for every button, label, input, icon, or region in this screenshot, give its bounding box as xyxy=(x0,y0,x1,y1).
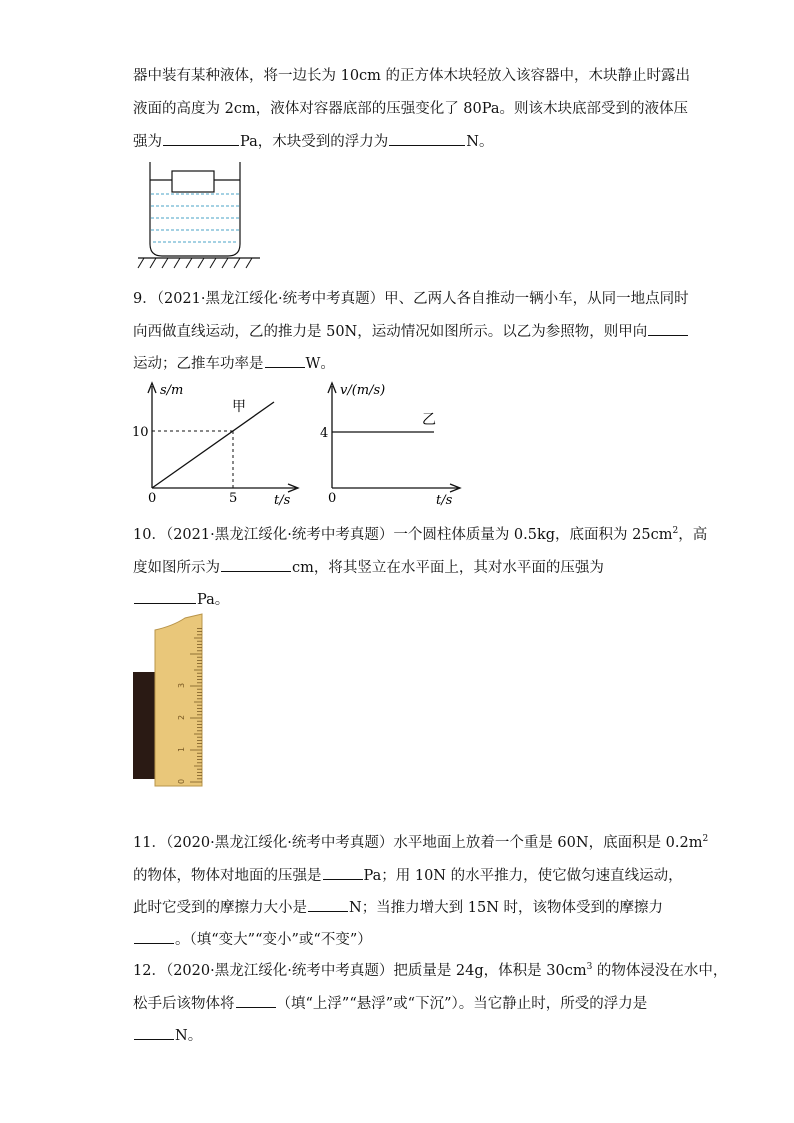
q12-blank-2[interactable] xyxy=(134,1025,174,1040)
ruler-figure xyxy=(133,612,213,788)
q11-line3 xyxy=(133,897,663,918)
st-curve-label: 甲 xyxy=(232,399,246,415)
q9-blank-2[interactable] xyxy=(265,353,305,368)
q10-text-a: 10．（2021·黑龙江绥化·统考中考真题）一个圆柱体质量为 0.5kg，底面积为 25cm xyxy=(133,527,673,543)
q8-line2: 液面的高度为 2cm，液体对容器底部的压强变化了 80Pa。则该木块底部受到的液体压 xyxy=(133,101,689,117)
wood-block xyxy=(172,171,214,192)
q8-blank-1[interactable] xyxy=(163,131,239,146)
q9-text-a: 向西做直线运动，乙的推力是 50N，运动情况如图所示。以乙为参照物，则甲向 xyxy=(133,324,648,340)
st-origin: 0 xyxy=(148,491,157,506)
q10-blank-1[interactable] xyxy=(221,557,291,572)
st-y-axis-label: s/m xyxy=(160,383,184,398)
q11-text-d: 此时它受到的摩擦力大小是 xyxy=(133,900,307,916)
vt-curve-label: 乙 xyxy=(422,412,436,428)
q8-text-a: 强为 xyxy=(133,134,162,150)
q9-line1: 9．（2021·黑龙江绥化·统考中考真题）甲、乙两人各自推动一辆小车，从同一地点同时 xyxy=(133,291,689,307)
q12-text-e: N。 xyxy=(175,1028,203,1044)
q8-blank-2[interactable] xyxy=(389,131,465,146)
container-figure xyxy=(134,158,264,273)
vt-origin: 0 xyxy=(328,491,337,506)
q11-text-f: 。（填“变大”“变小”或“不变”） xyxy=(175,932,372,948)
ruler-label-3: 3 xyxy=(177,682,186,688)
q8-line3 xyxy=(133,131,493,152)
q11-text-c: Pa；用 10N 的水平推力，使它做匀速直线运动， xyxy=(363,868,683,884)
q12-text-a: 12．（2020·黑龙江绥化·统考中考真题）把质量是 24g，体积是 30cm xyxy=(133,963,587,979)
q9-line3 xyxy=(133,353,335,374)
q10-text-b: ，高 xyxy=(678,527,708,543)
q11-text-e: N；当推力增大到 15N 时，该物体受到的摩擦力 xyxy=(349,900,664,916)
vt-y-axis-label: v/(m/s) xyxy=(340,383,386,398)
ruler xyxy=(155,614,202,786)
q10-line1 xyxy=(133,525,707,545)
q10-text-d: cm，将其竖立在水平面上，其对水平面的压强为 xyxy=(292,560,604,576)
q9-line2 xyxy=(133,321,689,342)
q12-text-c: 松手后该物体将 xyxy=(133,996,235,1012)
q9-text-c: W。 xyxy=(305,356,335,372)
q12-line3 xyxy=(133,1025,202,1046)
q10-sup: 2 xyxy=(672,526,679,537)
vt-x-axis-label: t/s xyxy=(436,493,453,508)
st-y-tick: 10 xyxy=(132,425,149,440)
ruler-label-0: 0 xyxy=(177,778,186,784)
q11-line2 xyxy=(133,865,683,886)
q12-text-b: 的物体浸没在水中， xyxy=(592,963,728,979)
q9-text-b: 运动；乙推车功率是 xyxy=(133,356,264,372)
q10-text-e: Pa。 xyxy=(197,592,230,608)
st-graph xyxy=(132,378,306,508)
q11-line1 xyxy=(133,833,708,853)
q11-line4 xyxy=(133,929,372,950)
st-x-tick: 5 xyxy=(229,491,238,506)
q12-line2 xyxy=(133,993,647,1014)
vt-graph xyxy=(318,378,468,506)
q10-line3 xyxy=(133,589,229,610)
ruler-label-1: 1 xyxy=(177,746,186,752)
vt-y-tick: 4 xyxy=(320,426,329,441)
q11-text-b: 的物体，物体对地面的压强是 xyxy=(133,868,322,884)
q12-line1 xyxy=(133,961,727,981)
q9-blank-1[interactable] xyxy=(648,321,688,336)
q10-text-c: 度如图所示为 xyxy=(133,560,220,576)
line-jia xyxy=(152,402,274,488)
q8-line1: 器中装有某种液体，将一边长为 10cm 的正方体木块轻放入该容器中，木块静止时露出 xyxy=(133,68,691,84)
q10-line2 xyxy=(133,557,604,578)
q10-blank-2[interactable] xyxy=(134,589,196,604)
q11-blank-2[interactable] xyxy=(308,897,348,912)
q11-text-a: 11．（2020·黑龙江绥化·统考中考真题）水平地面上放着一个重是 60N，底面积是 0.2m xyxy=(133,835,703,851)
q11-sup: 2 xyxy=(702,834,709,845)
q11-blank-3[interactable] xyxy=(134,929,174,944)
q11-blank-1[interactable] xyxy=(323,865,363,880)
ruler-label-2: 2 xyxy=(177,714,186,720)
q8-text-b: Pa，木块受到的浮力为 xyxy=(240,134,389,150)
st-x-axis-label: t/s xyxy=(274,493,291,508)
q12-text-d: （填“上浮”“悬浮”或“下沉”）。当它静止时，所受的浮力是 xyxy=(276,996,648,1012)
q8-text-c: N。 xyxy=(466,134,494,150)
q12-sup: 3 xyxy=(586,962,593,973)
q12-blank-1[interactable] xyxy=(236,993,276,1008)
